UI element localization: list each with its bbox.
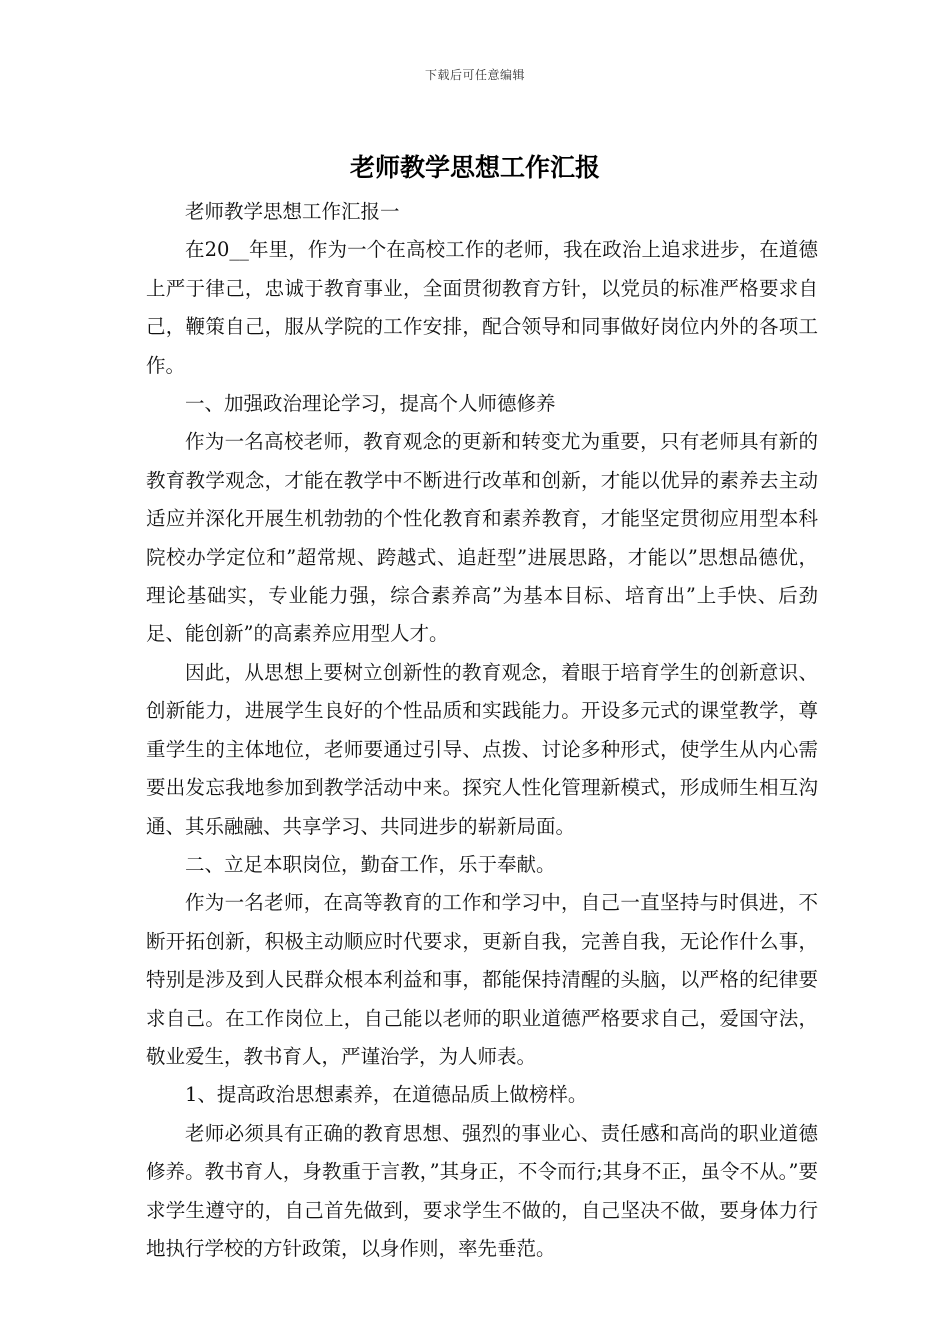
header-note: 下载后可任意编辑 (424, 68, 525, 82)
paragraph: 作为一名高校老师，教育观念的更新和转变尤为重要，只有老师具有新的教育教学观念，才能在教学中不断进行改革和创新，才能以优异的素养去主动适应并深化开展生机勃勃的个性化教育和素养教育，才能坚定贯彻应用型本科院校办学定位和”超常规、跨越式、追赶型”进展思路，才能以”思想品德优，理论基础实，专业能力强，综合素养高”为基本目标、培育出”上手快、后劲足、能创新”的高素养应用型人才。 (146, 430, 818, 646)
paragraph: 作为一名老师，在高等教育的工作和学习中，自己一直坚持与时俱进，不断开拓创新，积极主动顺应时代要求，更新自我，完善自我，无论作什么事，特别是涉及到人民群众根本利益和事，都能保持清醒的头脑，以严格的纪律要求自己。在工作岗位上，自己能以老师的职业道德严格要求自己，爱国守法，敬业爱生，教书育人，严谨治学，为人师表。 (146, 891, 818, 1068)
paragraph: 因此，从思想上要树立创新性的教育观念，着眼于培育学生的创新意识、创新能力，进展学生良好的个性品质和实践能力。开设多元式的课堂教学，尊重学生的主体地位，老师要通过引导、点拨、讨论多种形式，使学生从内心需要出发忘我地参加到教学活动中来。探究人性化管理新模式，形成师生相互沟通、其乐融融、共享学习、共同进步的崭新局面。 (146, 660, 818, 838)
subtitle-paragraph: 老师教学思想工作汇报一 (185, 200, 400, 223)
document-title: 老师教学思想工作汇报 (349, 153, 600, 182)
section-heading: 一、加强政治理论学习，提高个人师德修养 (185, 392, 556, 416)
paragraph: 在20__年里，作为一个在高校工作的老师，我在政治上追求进步，在道德上严于律己，忠诚于教育事业，全面贯彻教育方针，以党员的标准严格要求自己，鞭策自己，服从学院的工作安排，配合领导和同事做好岗位内外的各项工作。 (146, 238, 818, 377)
section-heading: 二、立足本职岗位，勤奋工作，乐于奉献。 (185, 852, 556, 876)
document-body (146, 193, 818, 1268)
paragraph: 老师必须具有正确的教育思想、强烈的事业心、责任感和高尚的职业道德修养。教书育人，身教重于言教，”其身正，不令而行;其身不正，虽令不从。”要求学生遵守的，自己首先做到，要求学生不做的，自己坚决不做，要身体力行地执行学校的方针政策，以身作则，率先垂范。 (146, 1121, 818, 1260)
subsection-heading: 1、提高政治思想素养，在道德品质上做榜样。 (185, 1083, 588, 1107)
